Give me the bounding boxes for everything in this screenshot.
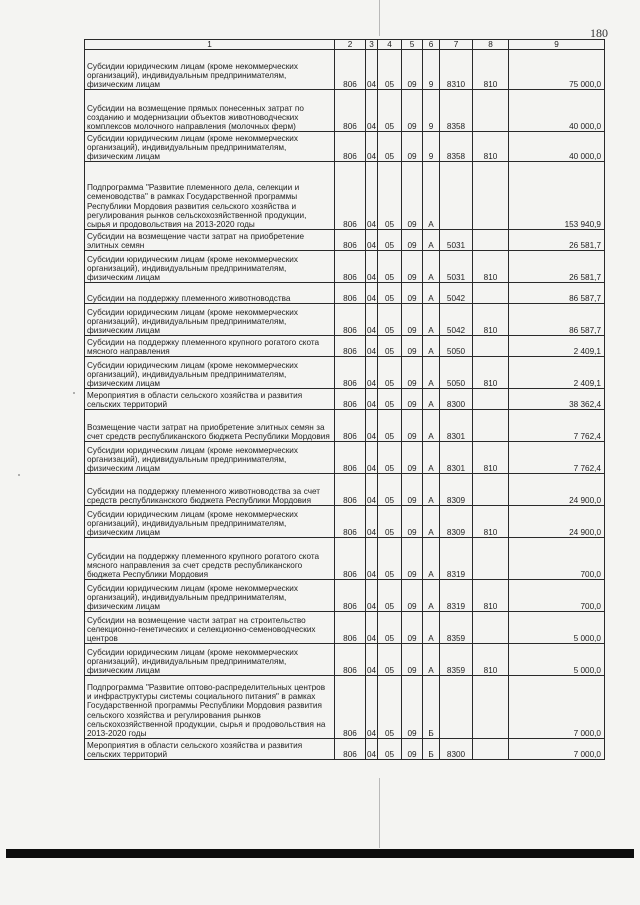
cell-code: 04	[366, 357, 378, 389]
fold-line-bottom	[379, 778, 380, 848]
cell-amount: 38 362,4	[509, 389, 605, 410]
cell-code: 5042	[440, 283, 473, 304]
row-description: Субсидии на поддержку племенного животноводства	[85, 283, 335, 304]
cell-code: 04	[366, 389, 378, 410]
cell-code: 806	[335, 336, 366, 357]
cell-code: 04	[366, 538, 378, 580]
table-row	[85, 336, 605, 357]
cell-code: 04	[366, 676, 378, 739]
cell-code: 04	[366, 644, 378, 676]
cell-code: 806	[335, 50, 366, 90]
cell-code: 05	[378, 132, 402, 162]
table-row	[85, 644, 605, 676]
cell-code: 04	[366, 506, 378, 538]
cell-code: 09	[402, 580, 423, 612]
cell-code: 806	[335, 410, 366, 442]
cell-code: 806	[335, 283, 366, 304]
cell-code: А	[423, 644, 440, 676]
cell-code: 09	[402, 132, 423, 162]
cell-code: 8358	[440, 132, 473, 162]
cell-amount: 700,0	[509, 538, 605, 580]
cell-code: 8309	[440, 474, 473, 506]
cell-code	[473, 162, 509, 230]
cell-code: 05	[378, 474, 402, 506]
cell-code: 806	[335, 132, 366, 162]
cell-code: А	[423, 538, 440, 580]
cell-code: 810	[473, 50, 509, 90]
column-header: 6	[423, 40, 440, 50]
row-description: Субсидии на поддержку племенного крупного рогатого скота мясного направления за счет средств республиканского бюджета Республики Мордовия	[85, 538, 335, 580]
cell-code	[473, 612, 509, 644]
cell-code: 5050	[440, 336, 473, 357]
row-description: Субсидии юридическим лицам (кроме некоммерческих организаций), индивидуальным предпринимателям, физическим лицам	[85, 251, 335, 283]
cell-code: 05	[378, 283, 402, 304]
cell-amount: 153 940,9	[509, 162, 605, 230]
cell-amount: 86 587,7	[509, 304, 605, 336]
cell-code: 04	[366, 230, 378, 251]
cell-code: 09	[402, 410, 423, 442]
cell-code: 806	[335, 389, 366, 410]
cell-code: 806	[335, 162, 366, 230]
cell-amount: 2 409,1	[509, 336, 605, 357]
table-row	[85, 389, 605, 410]
table-row	[85, 230, 605, 251]
cell-code: 09	[402, 336, 423, 357]
cell-code: 04	[366, 283, 378, 304]
cell-code	[473, 739, 509, 760]
cell-code: Б	[423, 676, 440, 739]
cell-code: А	[423, 612, 440, 644]
table-row	[85, 676, 605, 739]
cell-code: 09	[402, 357, 423, 389]
cell-code	[440, 162, 473, 230]
cell-code: 04	[366, 442, 378, 474]
cell-code: 8301	[440, 410, 473, 442]
table-row	[85, 50, 605, 90]
budget-table	[84, 39, 605, 760]
cell-code: 806	[335, 474, 366, 506]
scan-mark	[18, 474, 20, 476]
cell-code: 810	[473, 442, 509, 474]
cell-code: 8310	[440, 50, 473, 90]
cell-code: 8319	[440, 580, 473, 612]
column-header: 8	[473, 40, 509, 50]
scan-edge-bar	[6, 849, 634, 858]
table-row	[85, 410, 605, 442]
cell-code: 05	[378, 676, 402, 739]
cell-code: 09	[402, 612, 423, 644]
cell-code	[473, 283, 509, 304]
fold-line-top	[379, 0, 380, 36]
cell-code: А	[423, 357, 440, 389]
cell-code: 05	[378, 644, 402, 676]
cell-code: А	[423, 283, 440, 304]
cell-amount: 700,0	[509, 580, 605, 612]
row-description: Субсидии на поддержку племенного животноводства за счет средств республиканского бюджета Республики Мордовия	[85, 474, 335, 506]
cell-code: 09	[402, 644, 423, 676]
row-description: Субсидии юридическим лицам (кроме некоммерческих организаций), индивидуальным предпринимателям, физическим лицам	[85, 132, 335, 162]
cell-code: 05	[378, 739, 402, 760]
cell-code: 05	[378, 357, 402, 389]
cell-code: 806	[335, 357, 366, 389]
cell-code: 8300	[440, 389, 473, 410]
row-description: Субсидии юридическим лицам (кроме некоммерческих организаций), индивидуальным предпринимателям, физическим лицам	[85, 357, 335, 389]
table-row	[85, 580, 605, 612]
cell-code: 04	[366, 132, 378, 162]
cell-amount: 5 000,0	[509, 612, 605, 644]
table-row	[85, 162, 605, 230]
cell-code: 8309	[440, 506, 473, 538]
cell-code: 9	[423, 132, 440, 162]
table-header-row	[85, 40, 605, 50]
cell-code: 8319	[440, 538, 473, 580]
cell-code: А	[423, 410, 440, 442]
cell-code: 05	[378, 410, 402, 442]
cell-code: 810	[473, 251, 509, 283]
row-description: Возмещение части затрат на приобретение элитных семян за счет средств республиканского бюджета Республики Мордовия	[85, 410, 335, 442]
cell-code: 05	[378, 304, 402, 336]
cell-code	[473, 230, 509, 251]
cell-code: 806	[335, 612, 366, 644]
cell-code: 05	[378, 230, 402, 251]
column-header: 2	[335, 40, 366, 50]
cell-amount: 26 581,7	[509, 230, 605, 251]
cell-code: 04	[366, 739, 378, 760]
cell-code	[473, 474, 509, 506]
cell-code: 05	[378, 580, 402, 612]
cell-code: 04	[366, 162, 378, 230]
cell-code: 09	[402, 283, 423, 304]
cell-code: 09	[402, 90, 423, 132]
cell-code: 09	[402, 676, 423, 739]
cell-amount: 40 000,0	[509, 90, 605, 132]
cell-code: 04	[366, 612, 378, 644]
table-row	[85, 538, 605, 580]
cell-code: 8359	[440, 644, 473, 676]
cell-amount: 5 000,0	[509, 644, 605, 676]
cell-code: А	[423, 506, 440, 538]
cell-code	[440, 676, 473, 739]
cell-code: 09	[402, 506, 423, 538]
cell-code: 810	[473, 132, 509, 162]
table-row	[85, 357, 605, 389]
cell-amount: 2 409,1	[509, 357, 605, 389]
cell-code: 9	[423, 50, 440, 90]
row-description: Субсидии на возмещение части затрат на приобретение элитных семян	[85, 230, 335, 251]
cell-code	[473, 410, 509, 442]
table-row	[85, 283, 605, 304]
cell-amount: 40 000,0	[509, 132, 605, 162]
cell-code: 806	[335, 739, 366, 760]
cell-code: 05	[378, 506, 402, 538]
row-description: Субсидии юридическим лицам (кроме некоммерческих организаций), индивидуальным предпринимателям, физическим лицам	[85, 50, 335, 90]
cell-amount: 7 000,0	[509, 739, 605, 760]
cell-code: 5031	[440, 251, 473, 283]
cell-code: 05	[378, 442, 402, 474]
cell-code: 05	[378, 162, 402, 230]
cell-code: 09	[402, 739, 423, 760]
cell-code: 810	[473, 506, 509, 538]
cell-code: 05	[378, 612, 402, 644]
row-description: Подпрограмма "Развитие племенного дела, селекции и семеноводства" в рамках Государственной программы Республики Мордовия развития сельского хозяйства и регулирования рынков сельскохозяйственной продукции, сырья и продовольствия на 2013-2020 годы	[85, 162, 335, 230]
table-row	[85, 612, 605, 644]
cell-code: 810	[473, 644, 509, 676]
row-description: Субсидии юридическим лицам (кроме некоммерческих организаций), индивидуальным предпринимателям, физическим лицам	[85, 644, 335, 676]
cell-code: А	[423, 251, 440, 283]
column-header: 9	[509, 40, 605, 50]
cell-code: 806	[335, 90, 366, 132]
cell-amount: 24 900,0	[509, 474, 605, 506]
row-description: Мероприятия в области сельского хозяйства и развития сельских территорий	[85, 389, 335, 410]
row-description: Субсидии на поддержку племенного крупного рогатого скота мясного направления	[85, 336, 335, 357]
cell-code: 09	[402, 251, 423, 283]
cell-code: 09	[402, 389, 423, 410]
column-header: 7	[440, 40, 473, 50]
cell-code: 8301	[440, 442, 473, 474]
cell-amount: 24 900,0	[509, 506, 605, 538]
cell-amount: 26 581,7	[509, 251, 605, 283]
cell-code: 806	[335, 304, 366, 336]
cell-code: 05	[378, 251, 402, 283]
cell-code: 04	[366, 251, 378, 283]
cell-code: 9	[423, 90, 440, 132]
scan-mark	[73, 392, 75, 394]
row-description: Субсидии юридическим лицам (кроме некоммерческих организаций), индивидуальным предпринимателям, физическим лицам	[85, 506, 335, 538]
cell-code: 806	[335, 676, 366, 739]
table-row	[85, 442, 605, 474]
cell-amount: 86 587,7	[509, 283, 605, 304]
row-description: Субсидии на возмещение прямых понесенных затрат по созданию и модернизации объектов животноводческих комплексов молочного направления (молочных ферм)	[85, 90, 335, 132]
cell-code: 806	[335, 538, 366, 580]
cell-code	[473, 538, 509, 580]
cell-code	[473, 336, 509, 357]
cell-code	[473, 90, 509, 132]
cell-code: 05	[378, 50, 402, 90]
cell-amount: 7 762,4	[509, 410, 605, 442]
cell-code: 09	[402, 230, 423, 251]
cell-code: А	[423, 389, 440, 410]
cell-code: 04	[366, 50, 378, 90]
column-header: 5	[402, 40, 423, 50]
cell-code: 806	[335, 580, 366, 612]
table-row	[85, 506, 605, 538]
cell-code: 09	[402, 538, 423, 580]
cell-code: 04	[366, 90, 378, 132]
column-header: 4	[378, 40, 402, 50]
cell-code: 8359	[440, 612, 473, 644]
cell-code: 8300	[440, 739, 473, 760]
cell-code: А	[423, 230, 440, 251]
row-description: Подпрограмма "Развитие оптово-распределительных центров и инфраструктуры системы социального питания" в рамках Государственной программы Республики Мордовия развития сельского хозяйства и регулирования рынков сельскохозяйственной продукции, сырья и продовольствия на 2013-2020 годы	[85, 676, 335, 739]
cell-code: 806	[335, 230, 366, 251]
cell-code: 04	[366, 304, 378, 336]
cell-code: Б	[423, 739, 440, 760]
row-description: Субсидии юридическим лицам (кроме некоммерческих организаций), индивидуальным предпринимателям, физическим лицам	[85, 442, 335, 474]
cell-code	[473, 676, 509, 739]
cell-amount: 7 762,4	[509, 442, 605, 474]
cell-code: 5031	[440, 230, 473, 251]
cell-code: 806	[335, 251, 366, 283]
cell-code: 5050	[440, 357, 473, 389]
cell-code: 810	[473, 357, 509, 389]
table-row	[85, 739, 605, 760]
cell-code: 09	[402, 162, 423, 230]
cell-code: А	[423, 304, 440, 336]
row-description: Субсидии на возмещение части затрат на строительство селекционно-генетических и селекционно-семеноводческих центров	[85, 612, 335, 644]
cell-code: 806	[335, 442, 366, 474]
cell-amount: 7 000,0	[509, 676, 605, 739]
cell-code: 810	[473, 304, 509, 336]
cell-code: 05	[378, 336, 402, 357]
cell-code: 05	[378, 90, 402, 132]
cell-code: 04	[366, 336, 378, 357]
column-header: 1	[85, 40, 335, 50]
cell-code: А	[423, 474, 440, 506]
cell-code: 05	[378, 389, 402, 410]
cell-code: 09	[402, 304, 423, 336]
cell-code: 806	[335, 644, 366, 676]
cell-code: 5042	[440, 304, 473, 336]
table-row	[85, 474, 605, 506]
row-description: Субсидии юридическим лицам (кроме некоммерческих организаций), индивидуальным предпринимателям, физическим лицам	[85, 580, 335, 612]
row-description: Мероприятия в области сельского хозяйства и развития сельских территорий	[85, 739, 335, 760]
cell-code: 04	[366, 410, 378, 442]
cell-code: 04	[366, 580, 378, 612]
cell-amount: 75 000,0	[509, 50, 605, 90]
cell-code: А	[423, 580, 440, 612]
page-number: 180	[590, 26, 608, 40]
cell-code: 09	[402, 474, 423, 506]
cell-code	[473, 389, 509, 410]
cell-code: 09	[402, 50, 423, 90]
table-row	[85, 251, 605, 283]
cell-code: 810	[473, 580, 509, 612]
cell-code: 09	[402, 442, 423, 474]
table-body	[85, 50, 605, 760]
table-row	[85, 132, 605, 162]
cell-code: 05	[378, 538, 402, 580]
table-row	[85, 90, 605, 132]
cell-code: 8358	[440, 90, 473, 132]
cell-code: А	[423, 162, 440, 230]
cell-code: А	[423, 442, 440, 474]
row-description: Субсидии юридическим лицам (кроме некоммерческих организаций), индивидуальным предпринимателям, физическим лицам	[85, 304, 335, 336]
cell-code: 04	[366, 474, 378, 506]
cell-code: А	[423, 336, 440, 357]
table-row	[85, 304, 605, 336]
column-header: 3	[366, 40, 378, 50]
cell-code: 806	[335, 506, 366, 538]
